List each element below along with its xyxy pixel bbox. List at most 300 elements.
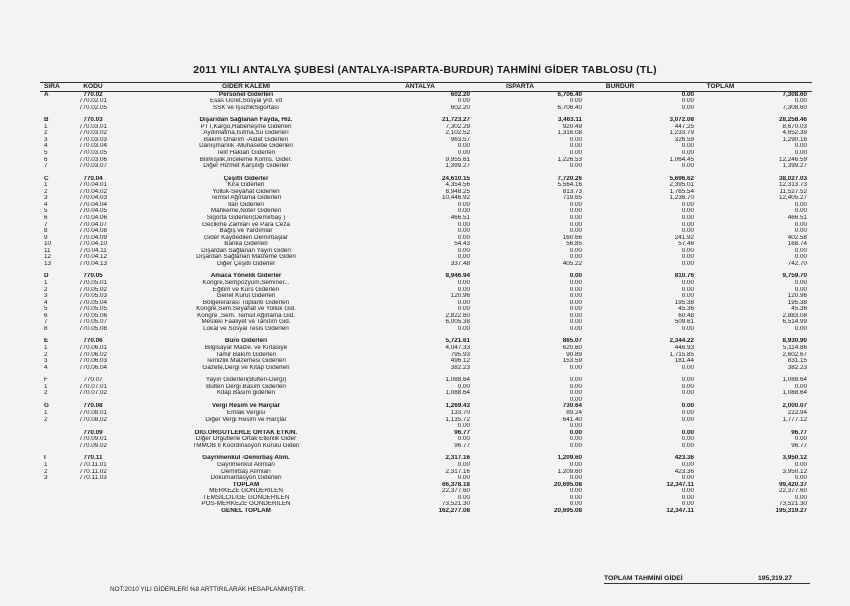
cell-burdur: 447.25 [674,123,694,130]
cell-isparta: 0.00 [569,143,582,150]
cell-isparta: 0.00 [569,247,582,254]
cell-sira: 5 [44,208,48,215]
cell-toplam: 382.23 [787,364,807,371]
cell-kodu: 770.05.04 [78,299,107,306]
cell-burdur: 509.61 [674,319,694,326]
cell-antalya: 0.00 [457,247,470,254]
cell-sira: 11 [44,247,51,254]
cell-kodu: 770.09 [83,429,103,436]
cell-antalya: 0.00 [457,149,470,156]
cell-gider-kalemi: Lokal ve Sosyal Tesis Giderleri [203,325,289,332]
header-gider-kalemi: GİDER KALEMİ [222,83,270,90]
cell-burdur: 0.00 [681,104,694,111]
cell-antalya: 0.00 [457,208,470,215]
cell-antalya: 0.00 [457,143,470,150]
cell-isparta: 0.00 [569,98,582,105]
cell-kodu [64,508,122,515]
cell-kodu: 770.05.01 [78,280,107,286]
table-row [40,365,812,372]
cell-toplam: 12,313.73 [778,182,807,189]
cell-isparta: 0.00 [569,163,582,170]
cell-toplam: 195.38 [787,299,807,306]
cell-sira: 12 [44,254,52,261]
cell-sira: 4 [44,143,48,150]
cell-isparta: 0.00 [569,501,582,508]
cell-isparta: 6,706.40 [557,104,582,111]
cell-toplam: 99,420.37 [778,481,807,488]
cell-kodu: 770.02.01 [78,98,107,105]
cell-kodu: 770.08.02 [78,416,107,423]
cell-sira: 7 [44,221,48,228]
cell-isparta: 20,695.08 [553,507,582,514]
cell-gider-kalemi: GENEL TOPLAM [221,507,271,514]
total-estimate-value: 195,319.27 [758,575,793,582]
cell-antalya: 21,723.27 [441,117,470,124]
cell-sira: 3 [44,475,48,482]
cell-gider-kalemi: Dışardan Sağlanan Yayın Gideri [201,247,291,254]
cell-gider-kalemi: Telif Hakları Giderleri [216,149,276,156]
cell-antalya: 795.93 [450,351,470,358]
cell-gider-kalemi: Kongre,Sem.Seyahat ve Yolluk Gid. [196,306,296,313]
cell-burdur: 0.00 [681,436,694,443]
cell-burdur: 12,347.11 [666,507,694,514]
cell-toplam: 1,290.16 [782,136,807,143]
cell-burdur: 0.00 [681,221,694,228]
header-sira: SIRA [44,83,60,90]
cell-gider-kalemi: Danışmanlık -Muhasebe Giderleri [199,143,293,150]
cell-gider-kalemi: Gider Kaydedilen Demirbaşlar [204,234,288,241]
cell-kodu: 770.02.05 [78,104,107,111]
cell-antalya: 0.00 [457,234,470,241]
cell-burdur: 1,236.70 [669,195,694,202]
cell-isparta: 0.00 [569,306,582,313]
cell-gider-kalemi: Kitap Basım giderleri [216,390,276,397]
cell-gider-kalemi: Dökümantasyon Giderleri [210,475,282,482]
cell-kodu: 770.03.03 [78,136,107,143]
cell-toplam: 0.00 [794,254,807,261]
cell-isparta: 153.59 [562,358,582,365]
cell-gider-kalemi: Gazete,Dergi ve Kitap Giderleri [202,364,290,371]
cell-kodu: 770.03.05 [78,149,107,156]
cell-isparta: 1,316.08 [557,130,582,137]
cell-isparta: 56.85 [566,241,582,248]
cell-gider-kalemi: Bölgelerarası Toplantı Giderleri [202,299,290,306]
header-antalya: ANTALYA [405,83,435,90]
cell-isparta: 0.00 [569,280,582,286]
cell-gider-kalemi: Sigorta Giderleri(Demirbaş ) [206,214,286,221]
cell-gider-kalemi: Mahkeme,Noter Giderleri [210,208,282,215]
cell-isparta: 0.00 [569,293,582,300]
cell-toplam: 0.00 [794,143,807,150]
budget-table [40,82,812,514]
cell-gider-kalemi: Diğer Çeşitli Giderler [216,260,276,267]
cell-sira: 5 [44,306,48,313]
cell-burdur: 423.36 [674,468,694,475]
cell-antalya: 602.20 [450,104,470,111]
cell-kodu: 770.05.07 [78,319,107,326]
header-toplam: TOPLAM [706,83,735,90]
cell-isparta: 0.00 [569,461,582,468]
cell-burdur: 0.00 [681,260,694,267]
cell-antalya: 0.00 [457,494,470,501]
cell-toplam: 0.00 [794,325,807,332]
cell-kodu: 770.03.01 [78,123,107,130]
cell-sira: 4 [44,299,48,306]
cell-isparta: 0.00 [569,436,582,443]
cell-antalya: 2,317.16 [445,468,470,475]
cell-antalya: 0.00 [457,475,470,482]
cell-isparta: 6,706.40 [557,91,582,98]
table-row [40,163,812,170]
cell-antalya: 2,102.52 [445,130,470,137]
cell-sira: 1 [44,461,48,468]
cell-kodu: 770.08 [83,403,103,410]
cell-antalya: 96.77 [454,442,470,449]
cell-toplam: 73,521.30 [778,501,807,508]
cell-toplam: 4,652.39 [782,130,807,137]
cell-toplam: 8,930.90 [782,338,807,345]
cell-isparta: 1,209.60 [557,468,582,475]
cell-toplam: 1,088.64 [782,390,807,397]
cell-toplam: 45.36 [791,306,807,313]
cell-burdur: 0.00 [681,403,694,410]
cell-gider-kalemi: Demirbaş Alımları [221,468,271,475]
cell-burdur: 3,072.08 [669,117,694,124]
cell-sira: I [44,455,46,462]
cell-toplam: 3,950.12 [782,468,807,475]
cell-antalya: 22,377.60 [441,488,470,495]
cell-antalya: 6,005.38 [445,319,470,326]
cell-burdur: 5,696.62 [669,175,694,182]
cell-burdur: 810.76 [674,273,694,280]
cell-sira: 4 [44,364,48,371]
cell-kodu: 770.04.10 [78,241,107,248]
cell-sira: C [44,175,49,182]
cell-antalya: 602.20 [450,91,470,98]
cell-kodu: 770.04.11 [79,247,107,254]
cell-sira: F [44,377,48,384]
cell-sira: 8 [44,228,48,235]
cell-isparta: 89.24 [566,410,582,417]
cell-kodu: 770.09.02 [78,442,107,449]
cell-isparta: 7,720.26 [557,175,582,182]
cell-gider-kalemi: Vergi Resim ve Harçlar [211,403,281,410]
cell-toplam: 120.96 [787,293,807,300]
cell-burdur: 0.00 [681,442,694,449]
cell-toplam: 742.70 [787,260,807,267]
cell-burdur: 1,064.45 [669,156,694,163]
cell-burdur: 0.00 [681,247,694,254]
cell-burdur: 2,344.22 [669,338,694,345]
cell-sira: 1 [44,383,48,390]
cell-antalya: 8,948.25 [445,188,470,195]
cell-gider-kalemi: Gayrimenkul Alımları [216,461,276,468]
cell-toplam: 0.00 [794,475,807,482]
cell-toplam: 38,027.03 [778,175,807,182]
cell-toplam: 0.00 [794,280,807,286]
cell-kodu: 770.07.01 [78,383,107,390]
cell-kodu: 770.03 [83,117,103,124]
cell-gider-kalemi: Kongre,Sempozyum,Seminer... [202,280,290,286]
cell-sira: 6 [44,156,48,163]
cell-gider-kalemi: Dışardan Sağlanan Malzeme Gideri [196,254,296,261]
cell-kodu: 770.03.02 [78,130,107,137]
cell-sira: B [44,117,49,124]
cell-burdur: 0.00 [681,377,694,384]
cell-antalya: 0.00 [457,98,470,105]
cell-toplam: 0.00 [794,208,807,215]
cell-antalya: 0.00 [457,221,470,228]
cell-isparta: 0.00 [569,221,582,228]
total-underline [604,583,810,584]
cell-toplam: 96.77 [791,442,807,449]
cell-sira: G [44,403,49,410]
cell-gider-kalemi: Bağış ve Yardımlar [219,228,273,235]
cell-gider-kalemi: Personel Giderleri [218,91,274,98]
cell-burdur: 0.00 [681,254,694,261]
cell-burdur: 0.00 [681,91,694,98]
cell-toplam: 0.00 [794,494,807,501]
cell-gider-kalemi: MERKEZE GÖNDERİLEN [209,488,283,495]
cell-gider-kalemi: Emlak Vergisi [226,410,266,417]
cell-burdur: 446.93 [674,345,694,352]
cell-toplam: 831.15 [787,358,807,365]
cell-toplam: 28,258.46 [778,117,807,124]
cell-isparta: 0.00 [569,201,582,208]
cell-toplam: 2,000.07 [782,403,807,410]
cell-antalya: 1,088.64 [445,390,470,397]
cell-burdur: 0.00 [681,416,694,423]
cell-antalya: 66,378.18 [441,481,470,488]
cell-gider-kalemi: Banka Giderleri [224,241,268,248]
cell-kodu: 770.06 [83,338,103,345]
cell-isparta: 0.00 [569,312,582,319]
cell-isparta: 0.00 [569,214,582,221]
cell-gider-kalemi: POS-MERKEZE GÖNDERİLEN [201,501,291,508]
cell-sira: 2 [44,390,48,397]
cell-toplam: 96.77 [791,429,807,436]
cell-isparta: 1,226.53 [557,156,582,163]
cell-kodu: 770.03.04 [78,143,107,150]
cell-isparta: 0.00 [569,325,582,332]
cell-burdur: 60.48 [678,312,694,319]
cell-gider-kalemi: İlan Giderleri [228,201,264,208]
cell-sira: 3 [44,293,48,300]
cell-sira: 1 [44,123,48,130]
cell-antalya: 382.23 [450,364,470,371]
cell-kodu: 770.06.02 [78,351,107,358]
cell-isparta: 0.00 [569,442,582,449]
cell-isparta: 3,463.11 [557,117,582,124]
cell-isparta: 730.64 [562,403,582,410]
cell-gider-kalemi: Bülten Dergi Basım Giderleri [206,383,286,390]
cell-toplam: 466.51 [787,214,807,221]
cell-sira [40,508,64,515]
cell-antalya: 496.12 [450,358,470,365]
cell-gider-kalemi: DİĞ.ÖRGÜTLERLE ORTAK ETKİN. [194,429,298,436]
cell-antalya: 5,721.61 [445,338,470,345]
cell-burdur: 0.00 [681,475,694,482]
header-isparta: ISPARTA [506,83,534,90]
cell-gider-kalemi: Diğer Vergi Resim ve Harçlar [205,416,287,423]
cell-isparta: 0.00 [569,254,582,261]
cell-kodu: 770.04.13 [78,260,107,267]
cell-antalya: 0.00 [457,423,470,430]
cell-gider-kalemi: Gayrimenkul -Demirbaş Alım. [202,455,290,462]
cell-antalya: 54.43 [454,241,470,248]
cell-isparta: 5,564.16 [557,182,582,189]
cell-kodu: 770.04 [83,175,103,182]
cell-burdur: 0.00 [681,494,694,501]
cell-antalya: 1,135.72 [445,416,470,423]
cell-gider-kalemi: Eğitim ve Kurs Giderleri [212,286,280,293]
cell-gider-kalemi: Genel Kurul Giderleri [216,293,276,300]
cell-toplam: 1,777.12 [782,416,807,423]
cell-gider-kalemi: TOPLAM [232,481,260,488]
cell-burdur: 45.36 [678,306,694,313]
cell-toplam: 0.00 [794,247,807,254]
cell-gider-kalemi: Yayın Giderleri(Bülten-Dergi) [205,377,287,384]
cell-antalya: 10,446.92 [441,195,470,202]
cell-burdur: 0.00 [681,286,694,293]
table-row [40,326,812,333]
cell-kodu: 770.05.06 [78,312,107,319]
cell-kodu: 770.04.02 [78,188,107,195]
cell-toplam: 402.58 [787,234,807,241]
cell-antalya: 7,302.29 [445,123,470,130]
cell-kodu: 770.09.01 [78,436,107,443]
cell-isparta: 865.07 [562,338,582,345]
cell-kodu: 770.11.01 [79,461,107,468]
cell-burdur: 0.00 [681,461,694,468]
cell-burdur: 2,395.01 [669,182,694,189]
cell-isparta: 90.89 [566,351,582,358]
cell-sira: 3 [44,136,48,143]
cell-antalya: 0.00 [457,201,470,208]
cell-antalya: 0.00 [457,306,470,313]
cell-sira: 8 [44,325,48,332]
cell-antalya: 0.00 [457,254,470,261]
cell-burdur: 1,233.79 [669,130,694,137]
cell-burdur: 0.00 [681,429,694,436]
cell-burdur: 12,347.11 [666,481,694,488]
cell-kodu: 770.04.08 [78,228,107,235]
cell-gider-kalemi: Esas Ücret,Sosyal yrd. vd [209,98,283,105]
cell-isparta: 0.00 [569,228,582,235]
cell-sira: 7 [44,319,48,326]
cell-antalya: 466.51 [450,214,470,221]
cell-gider-kalemi: Aydınlatma,Isıtma,Su Giderleri [203,130,289,137]
cell-sira: 2 [44,416,48,423]
cell-antalya: 162,277.08 [438,507,470,514]
cell-toplam: 11,527.52 [779,188,807,195]
cell-antalya: 0.00 [457,436,470,443]
cell-sira: 10 [44,241,52,248]
cell-gider-kalemi: Temizlik Malzemesi Giderleri [206,358,286,365]
cell-antalya: 9,955.61 [445,156,470,163]
cell-burdur: 326.59 [674,136,694,143]
cell-isparta: 0.00 [569,423,582,430]
cell-toplam: 6,514.99 [782,319,807,326]
cell-gider-kalemi: Gecikme Zamları ve Para Ceza [202,221,290,228]
cell-gider-kalemi: TMMOB İl Koordinasyon Kurulu Gideri [192,442,300,449]
cell-burdur: 0.00 [681,208,694,215]
cell-sira: 3 [44,195,48,202]
cell-antalya: 1,088.64 [445,377,470,384]
cell-gider-kalemi: Yolluk-Seyahat Giderleri [212,188,280,195]
cell-kodu: 770.07 [83,377,103,384]
cell-burdur: 1,765.54 [669,188,694,195]
cell-gider-kalemi: Dışarıdan Sağlanan Fayda, Hiz. [199,117,293,124]
cell-toplam: 22,377.60 [778,488,807,495]
cell-antalya: 0.00 [457,280,470,286]
cell-kodu: 770.04.07 [78,221,107,228]
cell-gider-kalemi: PTT,Kargo,Haberleşme Giderleri [200,123,292,130]
cell-gider-kalemi: Diğer Hizmet Karşılığı Giderler [203,163,289,170]
cell-burdur: 0.00 [681,501,694,508]
cell-burdur: 0.00 [681,228,694,235]
cell-kodu: 770.04.09 [78,234,107,241]
cell-sira: 1 [44,345,48,352]
cell-isparta: 160.66 [562,234,582,241]
cell-burdur: 0.00 [681,98,694,105]
cell-toplam: 3,950.12 [782,455,807,462]
cell-toplam: 1,399.27 [782,163,807,170]
cell-antalya: 0.00 [457,383,470,390]
cell-toplam: 0.00 [794,201,807,208]
cell-toplam: 2,883.08 [782,312,807,319]
table-header-row [40,82,812,92]
cell-sira: 7 [44,163,48,170]
cell-kodu: 770.05 [83,273,103,280]
cell-toplam: 9,759.70 [782,273,807,280]
cell-toplam: 12,405.27 [778,195,807,202]
cell-sira: 2 [44,468,48,475]
cell-burdur: 0.00 [681,390,694,397]
cell-kodu: 770.05.02 [78,286,107,293]
cell-burdur: 0.00 [681,149,694,156]
cell-gider-kalemi: Bilirkişilik,İnceleme Komis. Gider. [199,156,293,163]
cell-kodu: 770.08.01 [78,410,107,417]
cell-toplam: 195,319.27 [775,507,807,514]
cell-kodu: 770.03.06 [78,156,107,163]
cell-antalya: 0.00 [457,228,470,235]
cell-burdur: 0.00 [681,325,694,332]
cell-toplam: 0.00 [794,221,807,228]
cell-kodu: 770.03.07 [78,163,107,170]
cell-sira: A [44,91,49,98]
cell-isparta: 0.00 [569,319,582,326]
cell-isparta: 0.00 [569,488,582,495]
cell-sira: 6 [44,214,48,221]
cell-sira: 6 [44,312,48,319]
cell-antalya: 0.00 [457,461,470,468]
cell-kodu: 770.02 [83,91,103,98]
cell-burdur: 0.00 [681,293,694,300]
cell-burdur: 0.00 [681,383,694,390]
cell-isparta: 20,695.08 [553,481,582,488]
cell-sira: 2 [44,130,48,137]
cell-gider-kalemi: Kongre ,Sem. Temsil Ağırlama Gid. [197,312,295,319]
cell-burdur: 241.92 [674,234,694,241]
cell-gider-kalemi: Kira Giderleri [227,182,265,189]
cell-gider-kalemi: SSK ve İşsizlikSigortası [212,104,280,111]
cell-isparta: 0.00 [569,396,582,403]
cell-sira: E [44,338,49,345]
cell-toplam: 0.00 [794,228,807,235]
cell-antalya: 24,610.15 [441,175,470,182]
cell-sira: 1 [44,280,48,286]
